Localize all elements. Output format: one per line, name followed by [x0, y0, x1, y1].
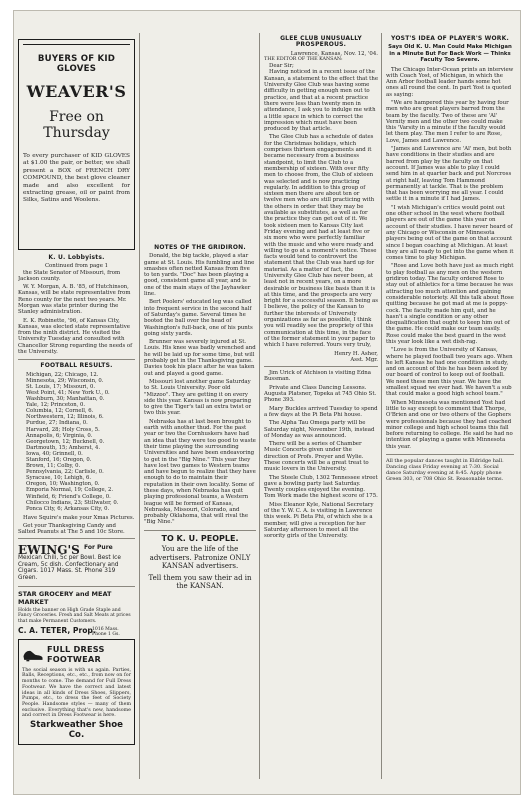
football-result: Annapolis, 6; Virginia, 0.	[26, 432, 93, 439]
locals-section	[264, 366, 378, 539]
column-4	[386, 33, 514, 789]
football-title: FOOTBALL RESULTS.	[40, 362, 113, 370]
star-text: Holds the banner on High Grade Staple and Fancy Groceries. Fresh and Salt Meats at prices that make Permanent Customers.	[18, 607, 131, 624]
football-result: Chilocco Indians, 23; Stillwater, 0.	[26, 499, 119, 506]
footwear-store: Starkweather Shoe Co.	[30, 719, 123, 740]
gridiron-paragraph: Donald, the big tackle, played a star game at St. Louis. His fumbling and line smashes often netted Kansas from five to ten yards. "Doc" has been playing a good, consistent game all year, and is one of the main stays of the Jayhawker line.	[144, 253, 255, 298]
kansan-notice	[144, 530, 256, 591]
squire-note: Have Squire's make your Xmas Pictures.	[23, 514, 135, 521]
gridiron-paragraph: Bert Poolers' educated leg was called into frequent service in the second half of Saturday's game. Several times he booted the ball over the head of Washington's full-back, one of his punts going sixty yards.	[144, 299, 253, 337]
column-rule	[139, 33, 140, 779]
glee-club-salutation: Dear Sir;	[269, 63, 294, 70]
gridiron-paragraph: Missouri lost another game Saturday to St. Louis University. Poor old "Mizzoo". They are getting it on every side this year. Kansas is now preparing to give the Tiger's tail an extra twist or two this year.	[144, 378, 252, 417]
local-item: The Alpha Tau Omega party will be Saturday night, November 19th, instead of Monday as was announced.	[264, 420, 375, 439]
article-paragraph: E. K. Robinette, '96, of Kansas City, Kansas, was elected state representative from the ninth district. He visited the University Tuesday and consulted with Chancellor Strong regarding the needs of the University.	[18, 317, 133, 356]
star-footer	[18, 626, 135, 638]
yost-paragraph: "James and Lawrence are 'Al' men, but both have conditions in their studies and are barred from play by the faculty on that account. If James was able to play I could send him in at quarter back and put Norcross at right half, leaving Tom Hammond permanently at tackle. That is the problem that has been worrying me all year. I could settle it in a minute if I had James.	[386, 146, 512, 203]
footwear-header	[22, 643, 131, 665]
kansan-notice-line: Tell them you saw their ad in the KANSAN.	[148, 573, 252, 591]
football-results	[18, 359, 135, 535]
footwear-ad	[18, 639, 135, 745]
football-result: Oregon, 10; Washington, 0.	[26, 481, 100, 488]
glee-club-paragraph: The Glee Club has a schedule of dates for the Christmas holidays, which comprises thirteen engagements and it became necessary from a business standpoint, to limit the Club to a membership of sixteen. With over fifty men to choose from, the Club of sixteen was selected and is now practicing regularly. In addition to this group of sixteen men there are about ten or twelve men who are still practicing with the others in order that they may be available as substitutes, as well as for the practice they can get out of it. We took sixteen men to Kansas City last Friday evening and had at least five or six more who were perfectly familiar with the music and who were ready and willing to go at a moment's notice. These facts would tend to controvert the statement that the Club was hard up for material. As a matter of fact, the University Glee Club has never been, at least not in recent years, on a more desirable or business like basis than it is at this time, and the prospects are very bright for a successful season. It being as I believe, the policy of the Kansan to further the interests of University organizations as far as possible, I think you will readily see the propriety of this communication at this time, in the face of the former statement in your paper to which I have referred. Yours very truly,	[264, 134, 378, 349]
column-rule	[259, 33, 260, 779]
football-result: Georgetown, 12; Bucknell, 0.	[26, 438, 105, 445]
football-result: Stanford, 16; Oregon, 0.	[26, 456, 92, 463]
glee-club-to: THE EDITOR OF THE KANSAN:	[264, 56, 343, 62]
ewings-for-pure: For Pure	[84, 543, 113, 551]
yost-title: YOST'S IDEA OF PLAYER'S WORK.	[391, 35, 509, 42]
dance-notice: All the popular dances taught in Eldridge hall. Dancing class Friday evening at 7:30. Social dance Saturday evening at 8:45. Apply phone Green 303, or 708 Ohio St. Reasonable terms.	[386, 454, 514, 482]
ewings-text: Mexican Chili, 5c per Bowl. Best Ice Cream, 5c dish. Confectionary and Cigars. 1017 Mass. St. Phone 319 Green.	[18, 554, 121, 582]
gridiron-title: NOTES OF THE GRIDIRON.	[154, 244, 246, 251]
football-result: Brown, 11; Colby, 0.	[26, 463, 81, 470]
ewings-ad	[18, 538, 135, 584]
football-result: Harvard, 28; Holy Cross, 5.	[26, 426, 100, 433]
article-continued: Continued from page 1	[44, 263, 109, 270]
glee-club-paragraph: Having noticed in a recent issue of the Kansan, a statement to the effect that the University Glee Club was having some difficulty in getting enough men out to practice, and that at a recent practice there were less than twenty men in attendance, I ask you to indulge me with a little space in which to correct the impression which must have been produced by that article.	[264, 69, 378, 133]
local-item: Miss Eleanor Kyle, National Secretary of the Y. W. C. A. is visiting in Lawrence this week. Pi Beta Phi, of which she is a member, will give a reception for her Saturday afternoon to meet all the sorority girls of the University.	[264, 501, 374, 540]
lobbyists-article	[18, 255, 135, 355]
kansan-notice-line: You are the life of the advertisers. Patronize ONLY KANSAN advertisers.	[149, 545, 251, 571]
yost-paragraph: "Rose and Love both have just as much right to play football as any men on the western gridiron today. The faculty ordered Rose to stay out of athletics for a time because he was attracting too much attention and gaining considerable notoriety. All this talk about Rose quitting because he got mad at me is poppy-cock. The faculty made him quit, and he hasn't a single condition or any other disqualification that ought to keep him out of the game. He could make our team easily. Rose could make the best guard in the west this year look like a wet dish-rag.	[386, 263, 514, 345]
footwear-body: The social season is with us again. Parties, Balls, Receptions, etc., etc., from now on for months to come. The demand for Full Dress Footwear. We have the correct and latest ideas in all kinds of Dress Shoes, Slippers, Pumps, etc., to dress the feet of Society People. Handsome styles — many of them exclusive. Everything that's new, handsome and correct in Dress Footwear is here.	[22, 667, 131, 719]
football-result: Dartmouth, 15; Amherst, 4.	[26, 444, 100, 451]
football-result: Ponca City, 6; Arkansas City, 0.	[26, 505, 110, 512]
candy-note: Get your Thanksgiving Candy and Salted Peanuts at The 5 and 10c Store.	[18, 523, 125, 536]
article-paragraph: W. Y. Morgan, A. B. '85, of Hutchinson, Kansas, will be state representative from Reno county for the next two years. Mr. Morgan was state printer during the Stanley administration.	[18, 284, 131, 316]
gridiron-paragraph: Nebraska has at last been brought to earth with another thud. For the past year or two the Cornhuskers have had an idea that they were too good to waste their time playing the surrounding Universities and have been endeavoring to get in the "Big Nine." This year they have lost two games to Western teams and have begun to realize that they have enough to do to maintain their reputation in their own locality. Some of these days, when Nebraska has quit playing professional teams, a Western league will be formed of Kansas, Nebraska, Missouri, Colorado, and probably Oklahoma, that will rival the "Big Nine."	[144, 418, 256, 526]
column-2-top-space	[144, 33, 256, 242]
football-result: Winfield, 6; Friend's College, 0.	[26, 493, 111, 500]
football-result: St. Louis, 17; Missouri, 0.	[26, 383, 96, 390]
gridiron-paragraph: Brunner was severely injured at St. Louis. His knee was badly wrenched and he will be laid up for some time, but will probably get in the Thanksgiving game. Davies took his place after he was taken out and played a good game.	[144, 339, 256, 377]
ad-store-name: WEAVER'S	[26, 82, 127, 101]
local-item: Mary Buckles arrived Tuesday to spend a few days at the Pi Beta Phi house.	[264, 405, 378, 418]
column-2	[144, 33, 256, 789]
yost-paragraph: The Chicago Inter-Ocean prints an interview with Coach Yost, of Michigan, in which the Ann Arbor football leader hands some hot ones all round the cent. In part Yost is quoted as saying:	[386, 66, 514, 98]
kansan-notice-title: TO K. U. PEOPLE.	[161, 533, 239, 543]
yost-paragraph: When Minnesota was mentioned Yost had little to say except to comment that Thorpe, O'Brien and one or two others of the Gophers were professionals because they had coached minor college and high school teams this fall before returning to college. He said he had no intention of playing a game with Minnesota this year.	[386, 399, 513, 450]
ad-body: To every purchaser of KID GLOVES at $1.00 the pair, or better, we shall present a BOX of FRENCH DRY COMPOUND, the best glove cleaner made and also excellent for extracting grease, oil or paint from Silks, Satins and Woolens.	[23, 153, 131, 204]
star-title: STAR GROCERY and MEAT MARKET	[18, 589, 112, 606]
newspaper-sheet	[13, 10, 521, 795]
local-item: Private and Class Dancing Lessons. Augusta Platsner, Topeka at 745 Ohio St. Phone 393.	[264, 384, 377, 404]
football-result: Washburn, 30; Manhattan, 0.	[26, 396, 105, 403]
football-result: Michigan, 22; Chicago, 12.	[26, 371, 99, 378]
article-paragraph: the State Senator of Missouri, from Jackson county.	[18, 269, 121, 282]
football-result: Purdue, 27; Indiana, 0.	[26, 420, 88, 427]
local-item: The Steele Club, 1302 Tennessee street gave a bowling party last Saturday. Twenty couples enjoyed the evening. Tom Work made the highest score of 175.	[264, 474, 378, 500]
football-result: Iowa, 40; Grinnell, 0.	[26, 450, 83, 457]
football-result: Pennsylvania, 22; Carlisle, 0.	[26, 469, 104, 476]
footwear-title: FULL DRESS FOOTWEAR	[46, 643, 105, 664]
football-result: Emporia Normal, 19; College, 2.	[26, 487, 114, 494]
football-result: Yale, 12; Princeton, 0.	[26, 402, 86, 409]
article-title: K. U. Lobbyists.	[48, 254, 105, 261]
column-3	[264, 33, 378, 789]
ad-heading: BUYERS OF KID GLOVES	[37, 54, 116, 74]
yost-paragraph: "We are hampered this year by having four men who are great players barred from the team by the faculty. Two of these are 'Al' Vernity men and the other two could make this 'Varsity in a minute if the faculty would let them play. The men I refer to are Rose, Love, James and Lawrence.	[386, 100, 509, 144]
shoe-icon	[22, 643, 44, 665]
yost-paragraph: "Love is from the University of Kansas, where he played football two years ago. When he left Kansas he had one condition in study, and on account of this he has been asked by our board of control to keep out of football. We need these men this year. We have the smallest squad we ever had. We haven't a sub that could make a good high school team."	[386, 347, 513, 398]
column-1	[18, 33, 135, 789]
star-phone: 1016 Mass. Phone 1 Gs.	[92, 626, 120, 637]
glee-club-dateline: Lawrence, Kansas, Nov. 12, '04.	[290, 50, 378, 57]
football-result: Syracuse, 10; Lehigh, 6.	[26, 475, 92, 482]
football-result: Columbia, 12; Cornell, 6.	[26, 408, 94, 415]
star-owner: C. A. TETER, Prop.	[18, 625, 96, 635]
ewings-name: EWING'S	[18, 542, 80, 557]
star-grocery-ad	[18, 586, 135, 636]
football-result: Minnesota, 29; Wisconsin, 0.	[26, 377, 104, 384]
ad-offer-day: Free on Thursday	[43, 109, 110, 141]
local-item: Jim Urick of Atchison is visiting Edna Bussman.	[264, 370, 371, 383]
local-item: There will be a series of Chamber Music Concerts given under the direction of Profs. Preyer and Wylie. These concerts will be a great treat to music lovers in the University.	[264, 441, 369, 473]
column-rule	[381, 33, 382, 779]
yost-paragraph: "I wish Michigan's critics would point out one other school in the west where football players are out of the game this year on account of their studies. I have never heard of any Chicago or Wisconsin or Minnesota players being out of the game on that account since I began coaching at Michigan. At least they are all ready to get into the game when it comes time to play Michigan.	[386, 204, 514, 262]
glee-club-signature: Henry H. Asher,	[334, 350, 378, 357]
glee-club-title: GLEE CLUB UNUSUALLY PROSPEROUS.	[280, 35, 362, 49]
yost-subtitle: Says Old K. U. Man Could Make Michigan in a Minute But For Back Work — Thinks Faculty Too Severe.	[388, 44, 512, 64]
ad-rule	[23, 44, 130, 45]
football-result: West Point, 41; New York U., 0.	[26, 389, 110, 396]
football-result: Northwestern, 12; Illinois, 6.	[26, 414, 104, 421]
football-results-list	[18, 372, 135, 512]
glee-club-signature-title: Asst. Mgr.	[350, 356, 378, 363]
weavers-ad	[18, 39, 135, 250]
